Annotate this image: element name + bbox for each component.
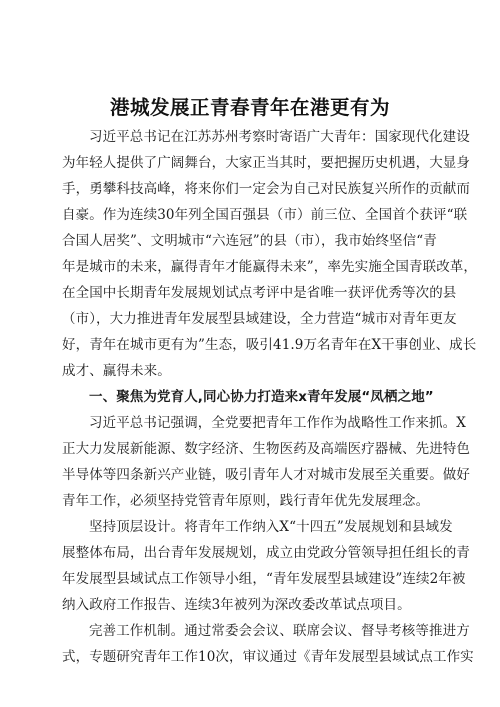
paragraph-line: 成才、赢得未来。: [62, 363, 171, 379]
paragraph-line: 正大力发展新能源、数字经济、生物医药及高端医疗器械、先进特色: [62, 441, 470, 457]
paragraph-line: 展整体布局，出台青年发展规划，成立由党政分管领导担任组长的青: [62, 545, 470, 561]
paragraph-line: （市），大力推进青年发展型县域建设，全力营造“城市对青年更友: [62, 311, 457, 327]
section-heading: 一、聚焦为党育人,同心协力打造来x青年发展“凤栖之地”: [89, 389, 434, 405]
document-body: [62, 124, 478, 670]
paragraph-line: 坚持顶层设计。将青年工作纳入X“十四五”发展规划和县域发: [89, 519, 453, 535]
paragraph-line: 为年轻人提供了广阔舞台，大家正当其时，要把握历史机遇，大显身: [62, 155, 470, 171]
paragraph-line: 青年工作，必须坚持党管青年原则，践行青年优先发展理念。: [62, 493, 430, 509]
paragraph-line: 自豪。作为连续30年列全国百强县（市）前三位、全国首个获评“联: [62, 207, 468, 223]
paragraph-line: 完善工作机制。通过常委会会议、联席会议、督导考核等推进方: [89, 623, 470, 639]
paragraph-line: 年发展型县域试点工作领导小组，“青年发展型县域建设”连续2年被: [62, 571, 466, 587]
paragraph-line: 半导体等四条新兴产业链，吸引青年人才对城市发展至关重要。做好: [62, 467, 470, 483]
paragraph-line: 好，青年在城市更有为”生态，吸引41.9万名青年在X干事创业、成长: [62, 337, 477, 353]
document-title: 港城发展正青春青年在港更有为: [109, 96, 390, 119]
paragraph-line: 合国人居奖”、文明城市“六连冠”的县（市），我市始终坚信“青: [62, 233, 437, 249]
paragraph-line: 习近平总书记在江苏苏州考察时寄语广大青年：国家现代化建设: [89, 129, 470, 145]
paragraph-line: 在全国中长期青年发展规划试点考评中是省唯一获评优秀等次的县: [62, 285, 457, 301]
paragraph-line: 纳入政府工作报告、连续3年被列为深改委改革试点项目。: [62, 597, 411, 613]
paragraph-line: 习近平总书记强调，全党要把青年工作作为战略性工作来抓。X: [89, 415, 466, 431]
paragraph-line: 手，勇攀科技高峰，将来你们一定会为自己对民族复兴所作的贡献而: [62, 181, 470, 197]
paragraph-line: 年是城市的未来，赢得青年才能赢得未来”，率先实施全国青联改革，: [62, 259, 478, 275]
paragraph-line: 式，专题研究青年工作10次，审议通过《青年发展型县域试点工作实: [62, 649, 474, 665]
